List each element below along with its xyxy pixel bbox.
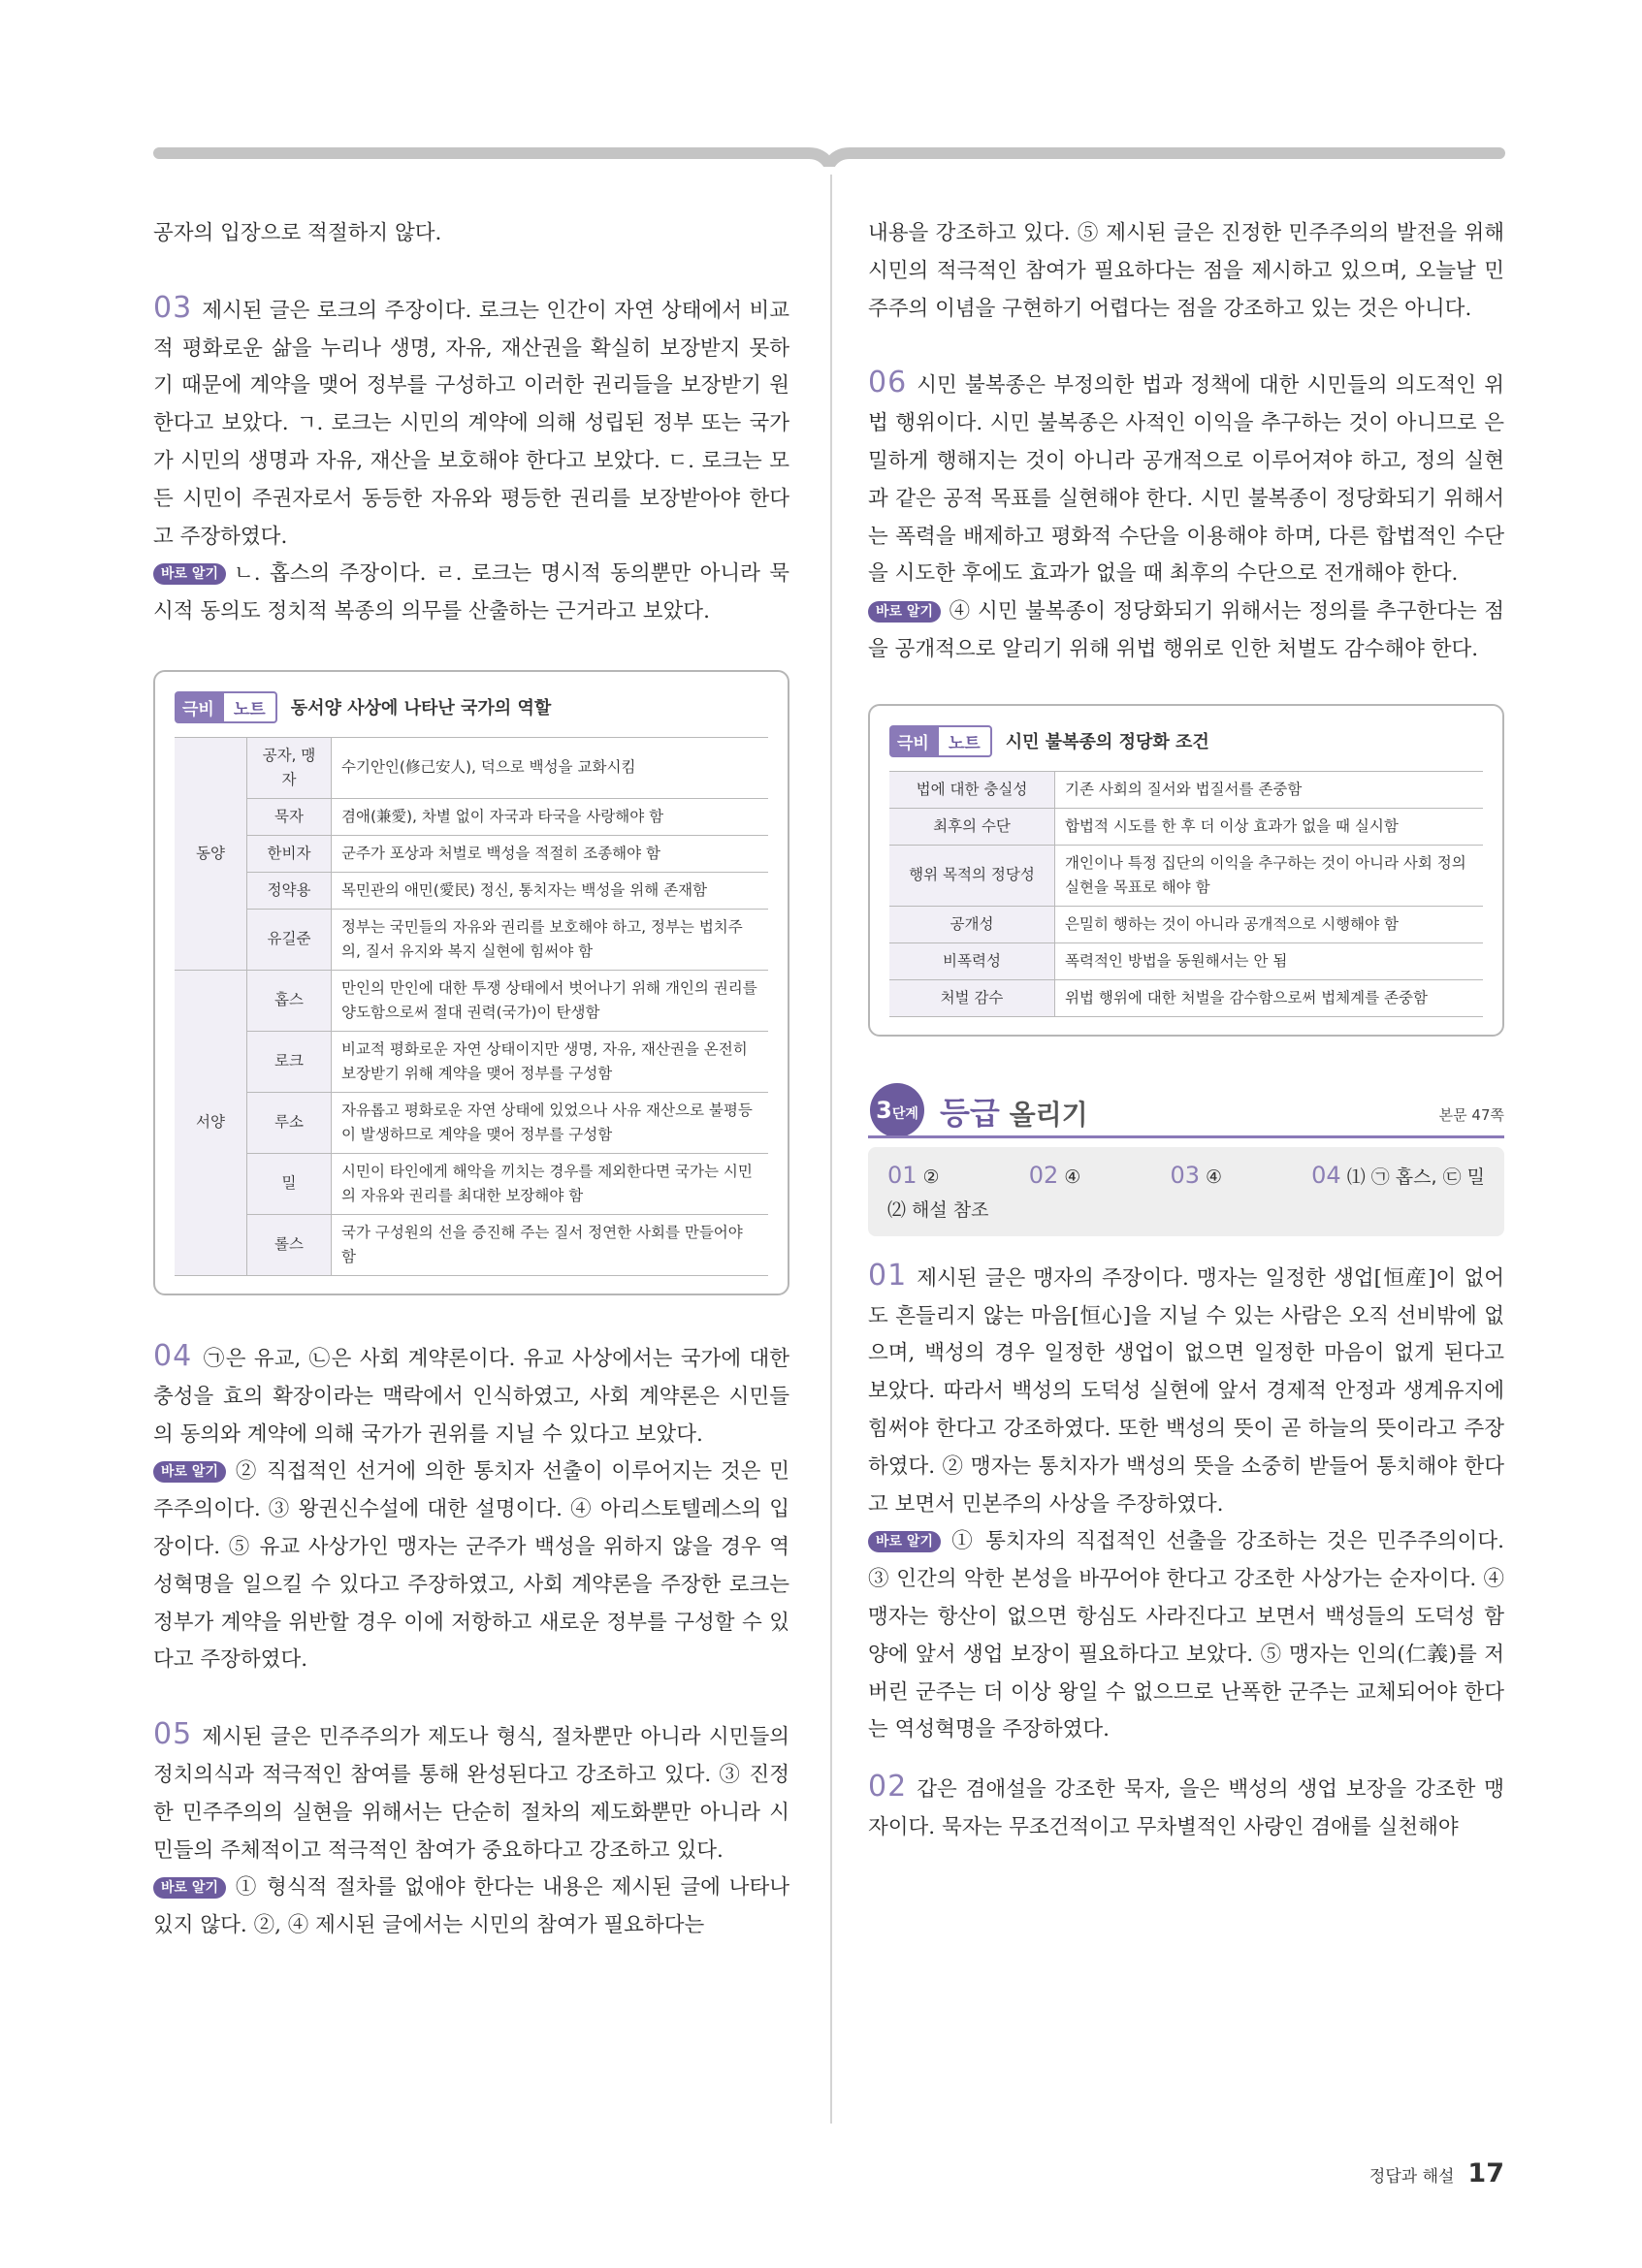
correction-badge: 바로 알기 bbox=[153, 563, 226, 585]
correction-text: ① 통치자의 직접적인 선출을 강조하는 것은 민주주의이다. ③ 인간의 악한 본성을 바꾸어야 한다고 강조한 사상가는 순자이다. ④ 맹자는 항산이 없으면 항심도 사라진다고 보면서 백성들의 도덕성 함양에 앞서 생업 보장이 필요하다고 보았다. ⑤ 맹자는 인의(仁義)를 저버린 군주는 더 이상 왕일 수 없으므로 난폭한 군주는 교체되어야 한다는 역성혁명을 주장하였다. bbox=[868, 1529, 1504, 1742]
explanation-text: ㉠은 유교, ㉡은 사회 계약론이다. 유교 사상에서는 국가에 대한 충성을 효의 확장이라는 맥락에서 인식하였고, 사회 계약론은 시민들의 동의와 계약에 의해 국가가 권위를 지닐 수 있다고 보았다. bbox=[153, 1346, 789, 1447]
note-tag-a: 극비 bbox=[175, 691, 222, 723]
table-row bbox=[889, 906, 1483, 942]
question-number: 02 bbox=[868, 1770, 908, 1805]
note-tag-a: 극비 bbox=[889, 725, 937, 757]
left-column bbox=[153, 215, 789, 1945]
group-label: 동양 bbox=[175, 737, 247, 970]
table-row bbox=[889, 808, 1483, 845]
thinker: 정약용 bbox=[247, 872, 332, 909]
table-row bbox=[175, 872, 768, 909]
table-row bbox=[175, 1092, 768, 1153]
correction-badge: 바로 알기 bbox=[153, 1877, 226, 1899]
correction-badge: 바로 알기 bbox=[868, 601, 941, 623]
thinker: 롤스 bbox=[247, 1214, 332, 1275]
answer-05 bbox=[153, 1716, 789, 1945]
correction-text: ㄴ. 홉스의 주장이다. ㄹ. 로크는 명시적 동의뿐만 아니라 묵시적 동의도 정치적 복종의 의무를 산출하는 근거라고 보았다. bbox=[153, 561, 789, 624]
thinker-desc: 목민관의 애민(愛民) 정신, 통치자는 백성을 위해 존재함 bbox=[332, 872, 769, 909]
note-tag-b: 노트 bbox=[937, 725, 992, 757]
condition: 비폭력성 bbox=[889, 942, 1055, 979]
thinker-desc: 겸애(兼愛), 차별 없이 자국과 타국을 사랑해야 함 bbox=[332, 798, 769, 835]
explanation-text: 제시된 글은 맹자의 주장이다. 맹자는 일정한 생업[恒産]이 없어도 흔들리지 않는 마음[恒心]을 지닐 수 있는 사람은 오직 선비밖에 없으며, 백성의 경우 일정한 생업이 없으면 일정한 마음이 없게 된다고 보았다. 따라서 백성의 도덕성 실현에 앞서 경제적 안정과 생계유지에 힘써야 한다고 강조하였다. 또한 백성의 뜻이 곧 하늘의 뜻이라고 주장하였다. ② 맹자는 통치자가 백성의 뜻을 소중히 받들어 통치해야 한다고 보면서 민본주의 사상을 주장하였다. bbox=[868, 1265, 1504, 1517]
table-row bbox=[175, 835, 768, 872]
thinker: 밀 bbox=[247, 1153, 332, 1214]
step-title-rest: 올리기 bbox=[999, 1098, 1088, 1131]
note-box-state-roles bbox=[153, 670, 789, 1295]
answer-value: ④ bbox=[1064, 1166, 1081, 1188]
table-row bbox=[175, 1153, 768, 1214]
step-title bbox=[940, 1089, 1088, 1134]
answer-number: 01 bbox=[887, 1161, 918, 1189]
thinker: 공자, 맹자 bbox=[247, 737, 332, 798]
thinker: 로크 bbox=[247, 1031, 332, 1092]
page-reference: 본문 47쪽 bbox=[1438, 1105, 1504, 1124]
table-row bbox=[889, 942, 1483, 979]
answer-item bbox=[1311, 1159, 1485, 1194]
explanation-01 bbox=[868, 1258, 1504, 1749]
question-number: 05 bbox=[153, 1717, 193, 1752]
thinker-desc: 군주가 포상과 처벌로 백성을 적절히 조종해야 함 bbox=[332, 835, 769, 872]
answer-item bbox=[887, 1159, 940, 1194]
table-row bbox=[175, 798, 768, 835]
thinker-desc: 자유롭고 평화로운 자연 상태에 있었으나 사유 재산으로 불평등이 발생하므로 계약을 맺어 정부를 구성함 bbox=[332, 1092, 769, 1153]
condition: 처벌 감수 bbox=[889, 979, 1055, 1016]
thinker: 루소 bbox=[247, 1092, 332, 1153]
explanation-text: 시민 불복종은 부정의한 법과 정책에 대한 시민들의 의도적인 위법 행위이다. 시민 불복종은 사적인 이익을 추구하는 것이 아니므로 은밀하게 행해지는 것이 아니라 공개적으로 이루어져야 하고, 정의 실현과 같은 공적 목표를 실현해야 한다. 시민 불복종이 정당화되기 위해서는 폭력을 배제하고 평화적 수단을 이용해야 하며, 다른 합법적인 수단을 시도한 후에도 효과가 없을 때 최후의 수단으로 전개해야 한다. bbox=[868, 373, 1504, 587]
continued-text: 내용을 강조하고 있다. ⑤ 제시된 글은 진정한 민주주의의 발전을 위해 시민의 적극적인 참여가 필요하다는 점을 제시하고 있으며, 오늘날 민주주의 이념을 구현하기 어렵다는 점을 강조하고 있는 것은 아니다. bbox=[868, 221, 1504, 321]
correction-text: ④ 시민 불복종이 정당화되기 위해서는 정의를 추구한다는 점을 공개적으로 알리기 위해 위법 행위로 인한 처벌도 감수해야 한다. bbox=[868, 599, 1504, 661]
answer-04 bbox=[153, 1338, 789, 1679]
table-row bbox=[175, 970, 768, 1031]
thinker-desc: 국가 구성원의 선을 증진해 주는 질서 정연한 사회를 만들어야 함 bbox=[332, 1214, 769, 1275]
thinker-desc: 비교적 평화로운 자연 상태이지만 생명, 자유, 재산권을 온전히 보장받기 위해 계약을 맺어 정부를 구성함 bbox=[332, 1031, 769, 1092]
condition-desc: 폭력적인 방법을 동원해서는 안 됨 bbox=[1055, 942, 1484, 979]
note-header bbox=[175, 691, 768, 723]
footer-label: 정답과 해설 bbox=[1368, 2167, 1455, 2187]
top-decorative-bar bbox=[153, 145, 1505, 167]
continued-text: 공자의 입장으로 적절하지 않다. bbox=[153, 221, 442, 245]
condition-desc: 합법적 시도를 한 후 더 이상 효과가 없을 때 실시함 bbox=[1055, 808, 1484, 845]
correction-text: ① 형식적 절차를 없애야 한다는 내용은 제시된 글에 나타나 있지 않다. ②, ④ 제시된 글에서는 시민의 참여가 필요하다는 bbox=[153, 1875, 789, 1938]
answer-number: 03 bbox=[1170, 1161, 1200, 1189]
condition-desc: 기존 사회의 질서와 법질서를 존중함 bbox=[1055, 771, 1484, 808]
condition: 행위 목적의 정당성 bbox=[889, 845, 1055, 906]
explanation-text: 제시된 글은 민주주의가 제도나 형식, 절차뿐만 아니라 시민들의 정치의식과 적극적인 참여를 통해 완성된다고 강조하고 있다. ③ 진정한 민주주의의 실현을 위해서는 단순히 절차의 제도화뿐만 아니라 시민들의 주체적이고 적극적인 참여가 중요하다고 강조하고 있다. bbox=[153, 1725, 789, 1863]
table-row bbox=[175, 909, 768, 970]
condition: 공개성 bbox=[889, 906, 1055, 942]
column-divider bbox=[830, 175, 832, 2124]
answer-03 bbox=[153, 290, 789, 631]
answer-number: 02 bbox=[1028, 1161, 1059, 1189]
question-number: 06 bbox=[868, 366, 908, 400]
note-tag-b: 노트 bbox=[222, 691, 277, 723]
answer-06 bbox=[868, 365, 1504, 668]
explanation-text: 제시된 글은 로크의 주장이다. 로크는 인간이 자연 상태에서 비교적 평화로운 삶을 누리나 생명, 자유, 재산권을 확실히 보장받지 못하기 때문에 계약을 맺어 정부를 구성하고 이러한 권리들을 보장받기 원한다고 보았다. ㄱ. 로크는 시민의 계약에 의해 성립된 정부 또는 국가가 시민의 생명과 자유, 재산을 보호해야 한다고 보았다. ㄷ. 로크는 모든 시민이 주권자로서 동등한 자유와 평등한 권리를 보장받아야 한다고 주장하였다. bbox=[153, 298, 789, 549]
table-row bbox=[889, 979, 1483, 1016]
answer-row bbox=[887, 1159, 1485, 1194]
thinker: 묵자 bbox=[247, 798, 332, 835]
table-row bbox=[175, 1031, 768, 1092]
thinker: 홉스 bbox=[247, 970, 332, 1031]
condition-desc: 위법 행위에 대한 처벌을 감수함으로써 법체계를 존중함 bbox=[1055, 979, 1484, 1016]
thinker-desc: 정부는 국민들의 자유와 권리를 보호해야 하고, 정부는 법치주의, 질서 유지와 복지 실현에 힘써야 함 bbox=[332, 909, 769, 970]
step-underline bbox=[868, 1135, 1504, 1138]
step-badge bbox=[870, 1083, 924, 1137]
note-tag bbox=[889, 725, 992, 757]
group-label: 서양 bbox=[175, 970, 247, 1275]
page-footer bbox=[1369, 2158, 1504, 2188]
answer-number: 04 bbox=[1311, 1161, 1341, 1189]
step-suffix: 단계 bbox=[891, 1105, 918, 1122]
table-row bbox=[175, 1214, 768, 1275]
step-header bbox=[868, 1079, 1504, 1137]
thinker-desc: 만인의 만인에 대한 투쟁 상태에서 벗어나기 위해 개인의 권리를 양도함으로써 절대 권력(국가)이 탄생함 bbox=[332, 970, 769, 1031]
condition: 최후의 수단 bbox=[889, 808, 1055, 845]
answer-item bbox=[1170, 1159, 1222, 1194]
condition: 법에 대한 충실성 bbox=[889, 771, 1055, 808]
page-number: 17 bbox=[1467, 2158, 1504, 2188]
answer-item bbox=[1029, 1159, 1081, 1194]
note-box-civil-disobedience bbox=[868, 704, 1504, 1037]
note-title: 동서양 사상에 나타난 국가의 역할 bbox=[290, 698, 552, 719]
question-number: 01 bbox=[868, 1258, 908, 1293]
answer-extra: ⑵ 해설 참조 bbox=[887, 1198, 989, 1221]
explanation-02 bbox=[868, 1769, 1504, 1847]
thinker: 유길준 bbox=[247, 909, 332, 970]
step-number: 3 bbox=[876, 1096, 892, 1124]
thinker-desc: 수기안인(修己安人), 덕으로 백성을 교화시킴 bbox=[332, 737, 769, 798]
correction-badge: 바로 알기 bbox=[868, 1531, 941, 1552]
answer-value: ⑴ ㉠ 홉스, ㉢ 밀 bbox=[1346, 1166, 1485, 1188]
question-number: 03 bbox=[153, 290, 193, 325]
state-role-table bbox=[175, 737, 768, 1276]
condition-desc: 개인이나 특정 집단의 이익을 추구하는 것이 아니라 사회 정의 실현을 목표로 해야 함 bbox=[1055, 845, 1484, 906]
table-row bbox=[889, 771, 1483, 808]
right-column bbox=[868, 215, 1504, 1847]
table-row bbox=[889, 845, 1483, 906]
note-header bbox=[889, 725, 1483, 757]
step-title-main: 등급 bbox=[940, 1094, 1000, 1132]
correction-text: ② 직접적인 선거에 의한 통치자 선출이 이루어지는 것은 민주주의이다. ③ 왕권신수설에 대한 설명이다. ④ 아리스토텔레스의 입장이다. ⑤ 유교 사상가인 맹자는 군주가 백성을 위하지 않을 경우 역성혁명을 일으킬 수 있다고 주장하였고, 사회 계약론을 주장한 로크는 정부가 계약을 위반할 경우 이에 저항하고 새로운 정부를 구성할 수 있다고 주장하였다. bbox=[153, 1459, 789, 1673]
table-row bbox=[175, 737, 768, 798]
thinker-desc: 시민이 타인에게 해악을 끼치는 경우를 제외한다면 국가는 시민의 자유와 권리를 최대한 보장해야 함 bbox=[332, 1153, 769, 1214]
answer-value: ② bbox=[922, 1166, 940, 1188]
explanation-text: 갑은 겸애설을 강조한 묵자, 을은 백성의 생업 보장을 강조한 맹자이다. 묵자는 무조건적이고 무차별적인 사랑인 겸애를 실천해야 bbox=[868, 1777, 1504, 1839]
justification-table bbox=[889, 771, 1483, 1017]
condition-desc: 은밀히 행하는 것이 아니라 공개적으로 시행해야 함 bbox=[1055, 906, 1484, 942]
correction-badge: 바로 알기 bbox=[153, 1461, 226, 1483]
note-tag bbox=[175, 691, 277, 723]
thinker: 한비자 bbox=[247, 835, 332, 872]
answer-value: ④ bbox=[1205, 1166, 1223, 1188]
answer-key bbox=[868, 1147, 1504, 1236]
note-title: 시민 불복종의 정당화 조건 bbox=[1005, 732, 1209, 753]
question-number: 04 bbox=[153, 1338, 193, 1373]
